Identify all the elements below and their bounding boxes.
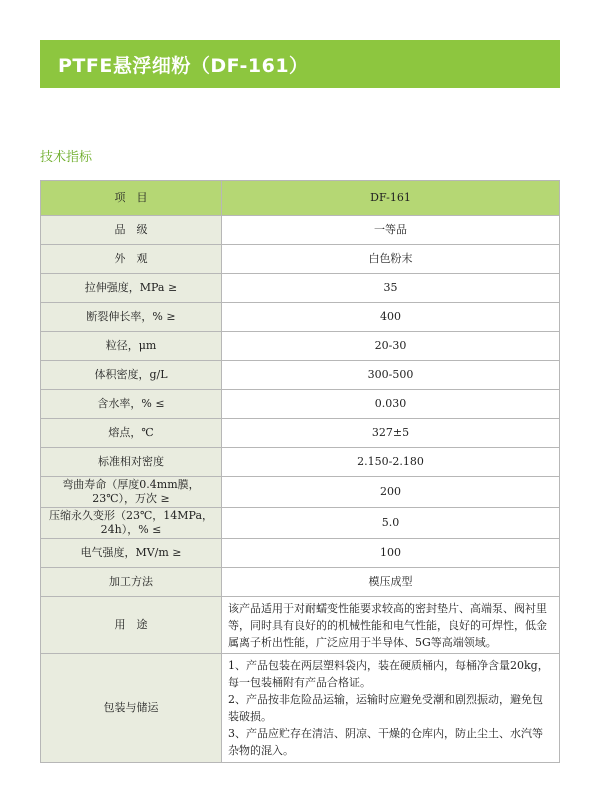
table-header-row bbox=[41, 181, 560, 216]
table-row bbox=[41, 274, 560, 303]
header-label: 项 目 bbox=[41, 181, 222, 216]
packaging-item: 1、产品包装在两层塑料袋内，装在硬质桶内，每桶净含量20kg，每一包装桶附有产品合格证。 bbox=[228, 659, 549, 689]
packaging-row bbox=[41, 654, 560, 763]
table-row bbox=[41, 361, 560, 390]
table-row bbox=[41, 216, 560, 245]
packaging-item: 3、产品应贮存在清洁、阴凉、干燥的仓库内，防止尘土、水汽等杂物的混入。 bbox=[228, 727, 543, 757]
row-label: 含水率，% ≤ bbox=[41, 390, 222, 419]
row-label: 体积密度，g/L bbox=[41, 361, 222, 390]
usage-label: 用 途 bbox=[41, 597, 222, 654]
table-row bbox=[41, 303, 560, 332]
row-value: 2.150-2.180 bbox=[222, 448, 560, 477]
header-value: DF-161 bbox=[222, 181, 560, 216]
page-title: PTFE悬浮细粉（DF-161） bbox=[58, 54, 309, 77]
row-label: 品 级 bbox=[41, 216, 222, 245]
row-label: 压缩永久变形（23℃，14MPa，24h），% ≤ bbox=[41, 508, 222, 539]
table-row bbox=[41, 508, 560, 539]
row-value: 一等品 bbox=[222, 216, 560, 245]
table-row bbox=[41, 419, 560, 448]
row-label: 弯曲寿命（厚度0.4mm膜，23℃），万次 ≥ bbox=[41, 477, 222, 508]
section-heading: 技术指标 bbox=[40, 150, 93, 165]
table-row bbox=[41, 448, 560, 477]
row-value: 400 bbox=[222, 303, 560, 332]
row-value: 5.0 bbox=[222, 508, 560, 539]
table-row bbox=[41, 245, 560, 274]
row-value: 20-30 bbox=[222, 332, 560, 361]
row-label: 粒径，μm bbox=[41, 332, 222, 361]
packaging-text bbox=[222, 654, 560, 763]
table-row bbox=[41, 477, 560, 508]
row-value: 100 bbox=[222, 539, 560, 568]
row-value: 0.030 bbox=[222, 390, 560, 419]
usage-text: 该产品适用于对耐蠕变性能要求较高的密封垫片、高端泵、阀衬里等，同时具有良好的的机械性能和电气性能，良好的可焊性，低金属离子析出性能，广泛应用于半导体、5G等高端领域。 bbox=[222, 597, 560, 654]
table-row bbox=[41, 539, 560, 568]
packaging-label: 包装与储运 bbox=[41, 654, 222, 763]
table-row bbox=[41, 332, 560, 361]
spec-table bbox=[40, 180, 560, 763]
row-value: 35 bbox=[222, 274, 560, 303]
row-label: 拉伸强度，MPa ≥ bbox=[41, 274, 222, 303]
row-value: 327±5 bbox=[222, 419, 560, 448]
row-label: 熔点，℃ bbox=[41, 419, 222, 448]
row-value: 300-500 bbox=[222, 361, 560, 390]
table-row bbox=[41, 568, 560, 597]
title-bar bbox=[40, 40, 560, 88]
row-value: 白色粉末 bbox=[222, 245, 560, 274]
row-value: 200 bbox=[222, 477, 560, 508]
packaging-item: 2、产品按非危险品运输，运输时应避免受潮和剧烈振动，避免包装破损。 bbox=[228, 693, 543, 723]
row-label: 外 观 bbox=[41, 245, 222, 274]
row-label: 加工方法 bbox=[41, 568, 222, 597]
row-label: 断裂伸长率，% ≥ bbox=[41, 303, 222, 332]
row-label: 标准相对密度 bbox=[41, 448, 222, 477]
table-row bbox=[41, 390, 560, 419]
usage-row bbox=[41, 597, 560, 654]
row-value: 模压成型 bbox=[222, 568, 560, 597]
row-label: 电气强度，MV/m ≥ bbox=[41, 539, 222, 568]
